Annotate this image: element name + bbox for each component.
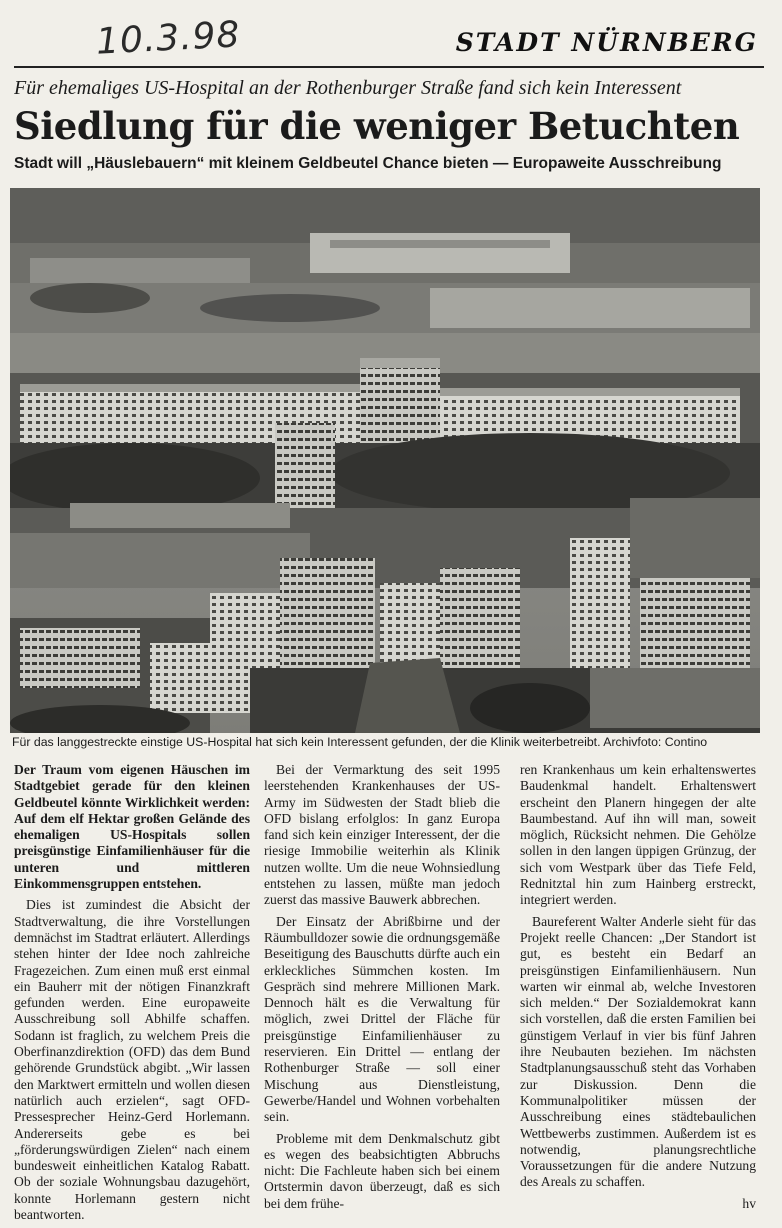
article-column-3 bbox=[520, 762, 756, 1212]
handwritten-date: 10.3.98 bbox=[95, 14, 242, 63]
article-column-1 bbox=[14, 762, 250, 1228]
article-paragraph: ren Krankenhaus um kein erhaltenswertes Baudenkmal handelt. Erhaltenswert erscheint den Planern hingegen der alte Baumbestand. Auf ihn will man, soweit möglich, Rücksicht nehmen. Die Gehölze sollen in den langen üppigen Grünzug, der sich vom Westpark über das Tiefe Feld, Rednitztal hin zum Hainberg erstreckt, integriert werden. bbox=[520, 762, 756, 908]
article-column-2 bbox=[264, 762, 500, 1217]
article-lead: Der Traum vom eigenen Häuschen im Stadtgebiet gerade für den kleinen Geldbeutel könnte Wirklichkeit werden: Auf dem elf Hektar großen Gelände des ehemaligen US-Hospitals sollen preisgünstige Einfamilienhäuser für die unteren und mittleren Einkommensgruppen entstehen. bbox=[14, 762, 250, 892]
article-paragraph: Dies ist zumindest die Absicht der Stadtverwaltung, die ihre Vorstellungen demnächst im Stadtrat erläutert. Allerdings stehen hinter der Idee noch zahlreiche Fragezeichen. Zum einen muß erst einmal ein Bauherr mit der nötigen Finanzkraft gefunden werden. Eine europaweite Ausschreibung soll Abhilfe schaffen. Sodann ist fraglich, zu welchem Preis die Oberfinanzdirektion (OFD) das dem Bund gehörende Grundstück abgibt. „Wir lassen den Marktwert ermitteln und wollen diesen natürlich auch erzielen“, sagt OFD-Pressesprecher Heinz-Gerd Horlemann. Andererseits gebe es bei „förderungswürdigen Zielen“ nach einem bundesweit einheitlichen Katalog Rabatt. Ob der soziale Wohnungsbau dazugehört, konnte Horlemann gestern nicht beantworten. bbox=[14, 897, 250, 1223]
article-paragraph: Der Einsatz der Abrißbirne und der Räumbulldozer sowie die ordnungsgemäße Beseitigung des Bauschutts dürfte auch ein erkleckliches Sümmchen kosten. Im Gespräch sind mehrere Millionen Mark. Dennoch hält es die Verwaltung für möglich, zwei Drittel der Fläche für preisgünstige Einfamilienhäuser zu reservieren. Ein Drittel — entlang der Rothenburger Straße — soll einer Mischung aus Dienstleistung, Gewerbe/Handel und Wohnen vorbehalten sein. bbox=[264, 913, 500, 1125]
article-paragraph: Bei der Vermarktung des seit 1995 leerstehenden Krankenhauses der US-Army im Südwesten der Stadt blieb die OFD bislang erfolglos: In ganz Europa fand sich kein einziger Interessent, der die riesige Immobilie weiterhin als Klinik nutzen wollte. Um die neue Wohnsiedlung entstehen zu lassen, müßte man jedoch zuerst das massive Bauwerk abbrechen. bbox=[264, 762, 500, 908]
section-title: STADT NÜRNBERG bbox=[455, 28, 758, 57]
archive-photo bbox=[10, 188, 760, 733]
aerial-view-image bbox=[10, 188, 760, 733]
photo-caption: Für das langgestreckte einstige US-Hospital hat sich kein Interessent gefunden, der die Klinik weiterbetreibt. Archivfoto: Contino bbox=[12, 735, 708, 749]
kicker: Für ehemaliges US-Hospital an der Rothenburger Straße fand sich kein Interessent bbox=[14, 77, 682, 99]
author-signature: hv bbox=[742, 1195, 756, 1211]
header-rule bbox=[14, 66, 764, 68]
subheadline: Stadt will „Häuslebauern“ mit kleinem Geldbeutel Chance bieten — Europaweite Ausschreibung bbox=[14, 155, 722, 172]
article-paragraph: Probleme mit dem Denkmalschutz gibt es wegen des beabsichtigten Abbruchs nicht: Die Fachleute haben sich bei einem Ortstermin davon überzeugt, daß es sich bei dem frühe- bbox=[264, 1130, 500, 1211]
headline: Siedlung für die weniger Betuchten bbox=[14, 104, 740, 148]
article-paragraph: Baureferent Walter Anderle sieht für das Projekt reelle Chancen: „Der Standort ist gut, es besteht ein Bedarf an preisgünstigen Einfamilienhäusern. Nun warten wir einmal ab, welche Investoren sich melden.“ Der Sozialdemokrat kann sich vorstellen, daß die ersten Familien bei günstigem Verlauf in vier bis fünf Jahren ihre Neubauten beziehen. Im nächsten Stadtplanungsausschuß steht das Vorhaben zur Diskussion. Denn die Kommunalpolitiker müssen der Ausschreibung eines städtebaulichen Wettbewerbs zustimmen. Außerdem ist es notwendig, planungsrechtliche Voraussetzungen für die andere Nutzung des Areals zu schaffen. bbox=[520, 913, 756, 1190]
